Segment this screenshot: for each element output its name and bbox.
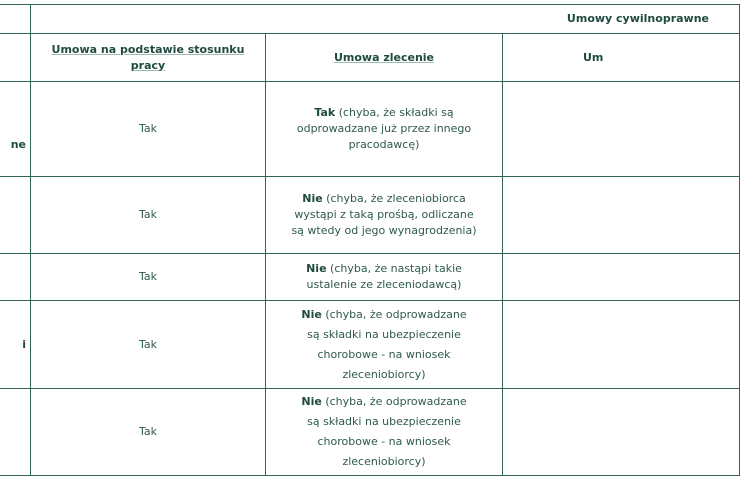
column-header-label: Umowa na podstawie stosunku pracy xyxy=(51,42,245,72)
mandate-cell-text xyxy=(289,261,479,293)
empty-super-header-cell xyxy=(31,5,266,34)
row-label: i xyxy=(0,301,31,389)
employment-cell: Tak xyxy=(31,389,266,476)
mandate-cell-text xyxy=(284,105,484,153)
answer-strong: Tak xyxy=(314,106,336,119)
row-label-header xyxy=(0,34,31,82)
contracts-comparison-table xyxy=(0,4,740,476)
answer-note: (chyba, że zleceniobiorca wystąpi z taką prośbą, odliczane są wtedy od jego wynagrodzenia) xyxy=(291,192,477,237)
table-super-header-row xyxy=(0,5,740,34)
answer-note: (chyba, że nastąpi takie ustalenie ze zleceniodawcą) xyxy=(306,262,462,291)
partial-cell xyxy=(503,389,740,476)
answer-strong: Nie xyxy=(302,192,323,205)
employment-cell: Tak xyxy=(31,301,266,389)
answer-strong: Nie xyxy=(301,307,322,321)
mandate-cell-text xyxy=(294,392,474,472)
mandate-cell xyxy=(266,301,503,389)
mandate-cell xyxy=(266,177,503,254)
table-row xyxy=(0,301,740,389)
column-header-mandate-contract xyxy=(266,34,503,82)
answer-strong: Nie xyxy=(306,262,327,275)
mandate-cell xyxy=(266,254,503,301)
partial-cell xyxy=(503,301,740,389)
partial-cell xyxy=(503,254,740,301)
partial-cell xyxy=(503,177,740,254)
column-header-label: Um xyxy=(583,50,604,64)
column-header-label: Umowa zlecenie xyxy=(333,50,435,64)
corner-cell xyxy=(0,5,31,34)
employment-cell: Tak xyxy=(31,82,266,177)
row-label xyxy=(0,254,31,301)
mandate-cell-text xyxy=(289,191,479,239)
employment-cell: Tak xyxy=(31,177,266,254)
partial-cell xyxy=(503,82,740,177)
table-header-row xyxy=(0,34,740,82)
answer-note: (chyba, że składki są odprowadzane już przez innego pracodawcę) xyxy=(296,106,472,151)
civil-contracts-header: Umowy cywilnoprawne xyxy=(266,5,740,34)
column-header-partial xyxy=(503,34,740,82)
row-label xyxy=(0,82,31,177)
employment-cell: Tak xyxy=(31,254,266,301)
answer-note: (chyba, że odprowadzane są składki na ubezpieczenie chorobowe - na wniosek zleceniobiorcy) xyxy=(307,395,467,468)
row-label xyxy=(0,389,31,476)
answer-strong: Nie xyxy=(301,395,322,408)
table-row xyxy=(0,389,740,476)
column-header-employment-contract xyxy=(31,34,266,82)
row-label-text: ne xyxy=(10,138,26,151)
mandate-cell xyxy=(266,389,503,476)
mandate-cell-text xyxy=(294,305,474,385)
table-row xyxy=(0,254,740,301)
table-row xyxy=(0,177,740,254)
answer-note: (chyba, że odprowadzane są składki na ubezpieczenie chorobowe - na wniosek zleceniobiorcy) xyxy=(307,307,467,381)
mandate-cell xyxy=(266,82,503,177)
table-row xyxy=(0,82,740,177)
row-label xyxy=(0,177,31,254)
